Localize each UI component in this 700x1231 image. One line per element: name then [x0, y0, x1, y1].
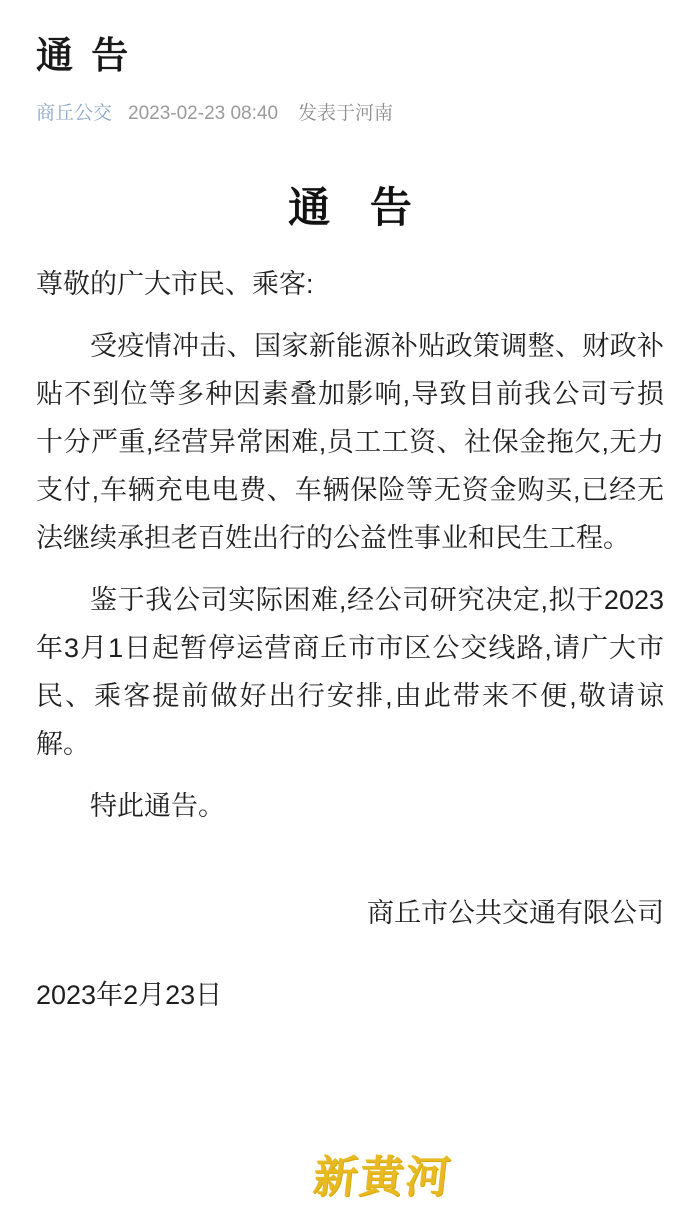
article-meta — [36, 104, 664, 123]
document-heading: 通 告 — [288, 183, 426, 231]
document-sign-date: 2023年2月23日 — [36, 979, 223, 1010]
page-title: 通 告 — [36, 35, 133, 76]
article-body — [36, 175, 664, 1019]
publish-datetime: 2023-02-23 08:40 — [128, 102, 279, 124]
watermark-logo: 新黄河 — [310, 1152, 455, 1203]
publish-location: 发表于河南 — [298, 102, 394, 124]
publisher-account-link[interactable]: 商丘公交 — [36, 102, 113, 124]
document-salutation: 尊敬的广大市民、乘客: — [36, 268, 314, 299]
document-paragraph: 特此通告。 — [90, 791, 225, 822]
document-paragraph: 鉴于我公司实际困难,经公司研究决定,拟于2023年3月1日起暂停运营商丘市市区公交线路,请广大市民、乘客提前做好出行安排,由此带来不便,敬请谅解。 — [36, 585, 664, 760]
document-signature: 商丘市公共交通有限公司 — [367, 897, 664, 928]
document-paragraph: 受疫情冲击、国家新能源补贴政策调整、财政补贴不到位等多种因素叠加影响,导致目前我公司亏损十分严重,经营异常困难,员工工资、社保金拖欠,无力支付,车辆充电电费、车辆保险等无资金购买,已经无法继续承担老百姓出行的公益性事业和民生工程。 — [36, 331, 664, 554]
